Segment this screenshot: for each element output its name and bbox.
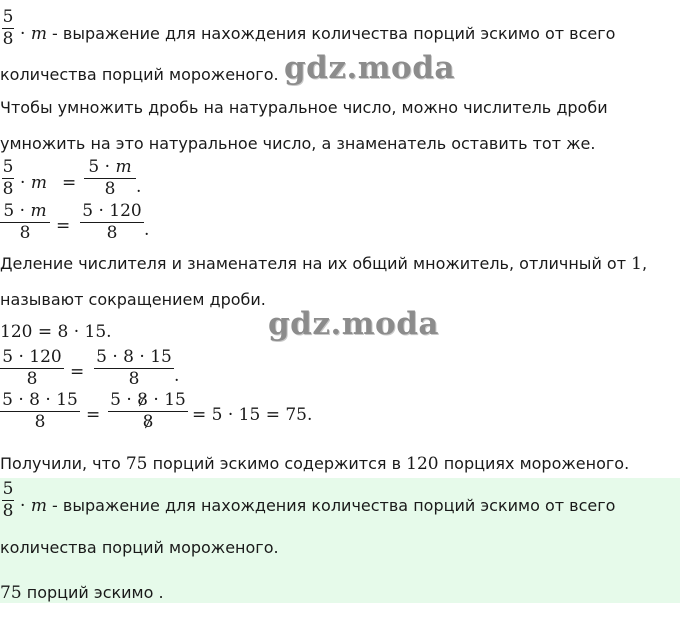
equals-sign: = — [86, 405, 101, 425]
conclusion-line: Получили, что 75 порций эскимо содержится в 120 порциях мороженого. — [0, 454, 630, 474]
watermark-logo: gdz.moda — [268, 306, 439, 342]
fraction-5x8x15-8: 5 · 8 · 15 8 — [0, 391, 80, 431]
fraction-5-8: 5 8 — [2, 157, 14, 199]
reduction-line-1: Деление числителя и знаменателя на их общий множитель, отличный от 1, — [0, 254, 648, 274]
statement-line-1: · m - выражение для нахождения количества порций эскимо от всего — [20, 24, 616, 44]
equals-sign: = — [70, 362, 85, 382]
rule-line-2: умножить на это натуральное число, а знаменатель оставить тот же. — [0, 134, 596, 153]
period: . — [144, 220, 150, 240]
fraction-5m-8: 5 · m 8 — [84, 158, 136, 198]
equals-sign: = — [56, 216, 71, 236]
period: . — [174, 366, 180, 386]
answer-line-2: количества порций мороженого. — [0, 538, 279, 557]
answer-line-1: · m - выражение для нахождения количества порций эскимо от всего — [20, 496, 616, 516]
fraction-5x120-8: 5 · 120 8 — [80, 202, 144, 242]
watermark-logo: gdz.moda — [284, 50, 455, 86]
fraction-5-8: 5 8 — [2, 7, 14, 49]
answer-final: 75 порций эскимо . — [0, 583, 164, 603]
reduction-line-2: называют сокращением дроби. — [0, 290, 266, 309]
period: . — [136, 177, 142, 197]
rule-line-1: Чтобы умножить дробь на натуральное число, можно числитель дроби — [0, 98, 608, 117]
equals-sign: = — [62, 173, 77, 193]
fraction-cancelled: 5 · 8 · 15 8 — [108, 391, 188, 431]
fraction-5x120-8: 5 · 120 8 — [0, 348, 64, 388]
statement-line-2: количества порций мороженого. — [0, 65, 279, 84]
result-equation: = 5 · 15 = 75. — [192, 405, 313, 425]
fraction-5x8x15-8: 5 · 8 · 15 8 — [94, 348, 174, 388]
fraction-5m-8: 5 · m 8 — [0, 202, 50, 242]
fraction-5-8: 5 8 — [2, 479, 14, 521]
factor-equation: 120 = 8 · 15. — [0, 322, 112, 342]
dot-m: · m — [20, 173, 47, 193]
